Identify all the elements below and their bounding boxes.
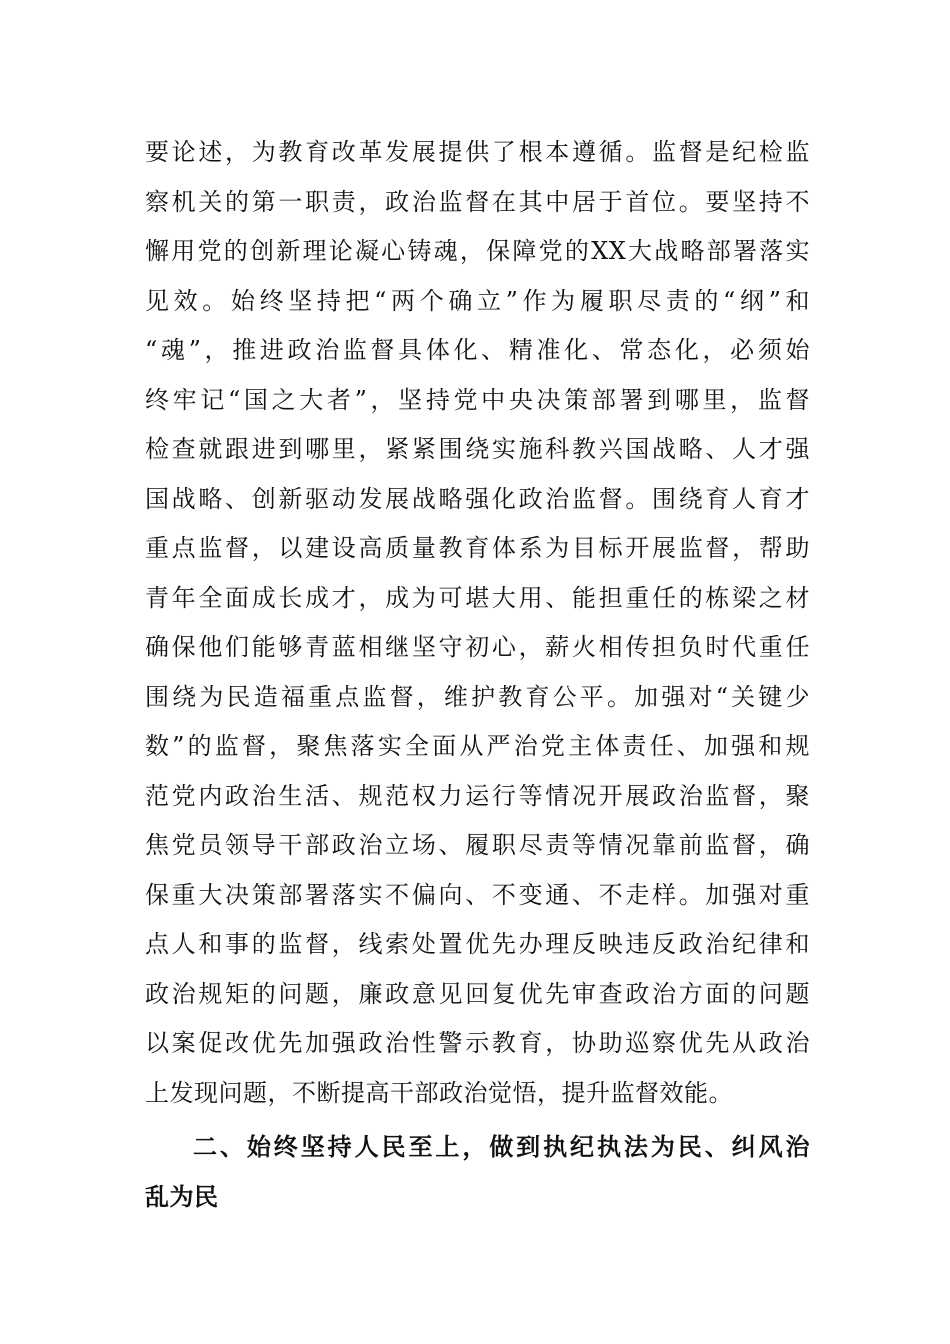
text-line: “魂”，推进政治监督具体化、精准化、常态化，必须始 (145, 336, 810, 364)
text-line: 以案促改优先加强政治性警示教育，协助巡察优先从政治 (145, 1029, 810, 1057)
text-line: 保重大决策部署落实不偏向、不变通、不走样。加强对重 (145, 880, 810, 909)
text-line: 重点监督，以建设高质量教育体系为目标开展监督，帮助 (145, 534, 810, 562)
heading-line: 二、始终坚持人民至上，做到执纪执法为民、纠风治 (193, 1132, 810, 1161)
text-line: 要论述，为教育改革发展提供了根本遵循。监督是纪检监 (145, 138, 810, 166)
text-line: 政治规矩的问题，廉政意见回复优先审查政治方面的问题 (145, 979, 810, 1008)
text-line: 懈用党的创新理论凝心铸魂，保障党的XX大战略部署落实 (145, 237, 810, 265)
text-line: 青年全面成长成才，成为可堪大用、能担重任的栋梁之材 (145, 583, 810, 612)
text-line: 察机关的第一职责，政治监督在其中居于首位。要坚持不 (145, 187, 810, 216)
text-line: 确保他们能够青蓝相继坚守初心，薪火相传担负时代重任 (145, 633, 810, 661)
text-line: 上发现问题，不断提高干部政治觉悟，提升监督效能。 (145, 1078, 733, 1107)
text-line: 见效。始终坚持把“两个确立”作为履职尽责的“纲”和 (145, 286, 810, 315)
text-line: 范党内政治生活、规范权力运行等情况开展政治监督，聚 (145, 781, 810, 810)
text-line: 国战略、创新驱动发展战略强化政治监督。围绕育人育才 (145, 484, 810, 513)
text-line: 焦党员领导干部政治立场、履职尽责等情况靠前监督，确 (145, 831, 810, 859)
body-paragraph (145, 128, 810, 1118)
heading-line: 乱为民 (145, 1181, 219, 1211)
text-line: 终牢记“国之大者”，坚持党中央决策部署到哪里，监督 (145, 385, 810, 414)
text-line: 点人和事的监督，线索处置优先办理反映违反政治纪律和 (145, 930, 810, 958)
text-line: 检查就跟进到哪里，紧紧围绕实施科教兴国战略、人才强 (145, 435, 810, 463)
text-line: 数”的监督，聚焦落实全面从严治党主体责任、加强和规 (145, 732, 810, 760)
text-line: 围绕为民造福重点监督，维护教育公平。加强对“关键少 (145, 682, 810, 711)
section-heading (145, 1122, 810, 1221)
